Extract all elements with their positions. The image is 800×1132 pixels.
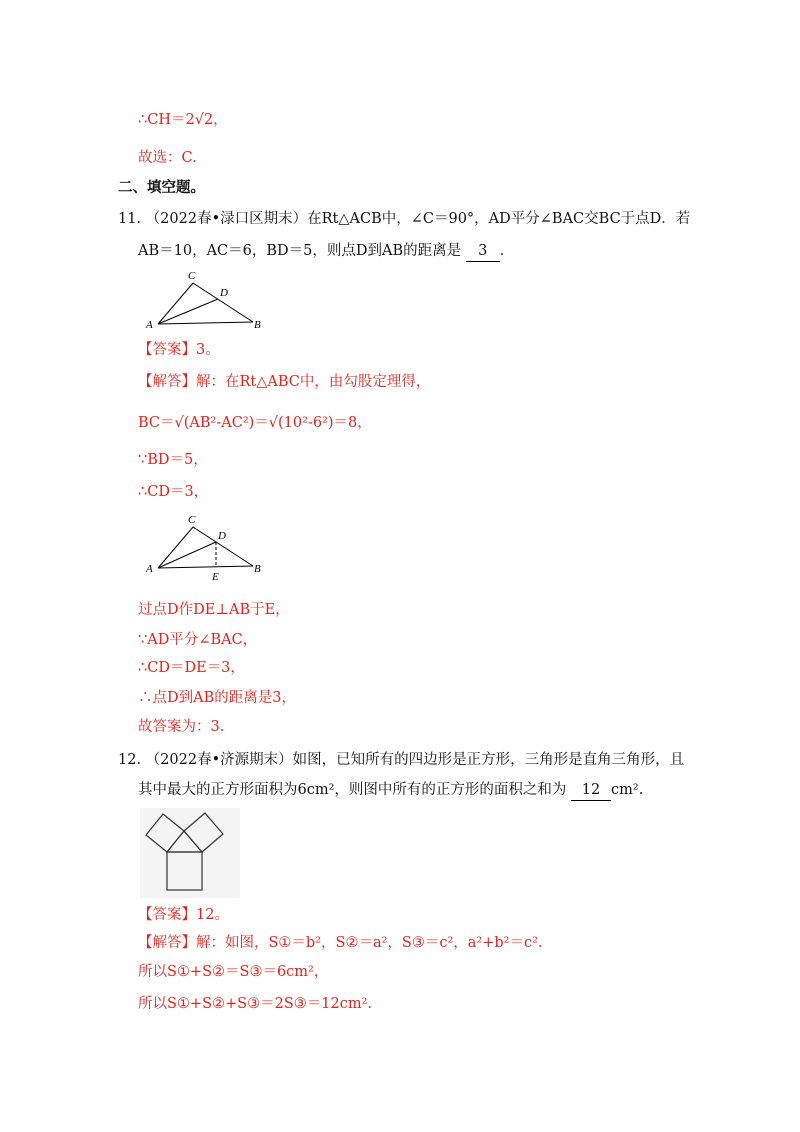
- q11-fig1-label-d: D: [220, 287, 228, 299]
- q11-analysis-line3: ∵BD＝5，: [138, 452, 208, 468]
- q12-number: 12.: [118, 752, 142, 768]
- q11-answer-tag: 【答案】: [138, 342, 196, 358]
- q11-triangle-figure: [140, 268, 270, 330]
- q11-fig1-label-a: A: [146, 319, 153, 330]
- q11-fig2-label-c: C: [188, 514, 196, 526]
- q11-analysis-line7: ∴CD＝DE＝3，: [138, 660, 245, 676]
- sol10-line1: ∴CH＝2√2，: [138, 112, 228, 128]
- q11-analysis-line5: 过点D作DE⊥AB于E，: [138, 602, 290, 618]
- q11-stem-line1: [118, 209, 690, 229]
- q11-solution-figure: [140, 512, 270, 584]
- q11-analysis-text1: 解：在Rt△ABC中，由勾股定理得，: [196, 374, 431, 390]
- q11-stem-line2: [138, 241, 514, 262]
- q11-fig2-side-ab: [158, 566, 253, 568]
- q11-fig1-label-b: B: [254, 319, 261, 330]
- q11-analysis-line2: BC＝√(AB²-AC²)＝√(10²-6²)＝8，: [138, 415, 372, 431]
- q11-fig1-label-c: C: [188, 270, 196, 282]
- q11-answer: [138, 340, 220, 360]
- q11-analysis-line1: [138, 372, 430, 392]
- q11-fig1-side-ab: [158, 322, 253, 324]
- q11-fig1-side-ac: [158, 283, 193, 324]
- sol10-line2: 故选：C.: [138, 150, 197, 166]
- section-title: 二、填空题。: [118, 179, 205, 196]
- q11-fig2-bisector-ad: [158, 542, 216, 568]
- q11-answer-value: 3。: [196, 342, 220, 358]
- q11-fig2-label-d: D: [218, 530, 226, 542]
- q11-stem-text2: AB＝10，AC＝6，BD＝5，则点D到AB的距离是: [138, 243, 462, 259]
- q12-analysis-tag: 【解答】: [138, 935, 196, 951]
- q12-unit: cm².: [611, 782, 644, 798]
- q11-analysis-line6: ∵AD平分∠BAC，: [138, 632, 258, 648]
- q11-analysis-line9: 故答案为：3.: [138, 719, 225, 735]
- q11-analysis-line8: ∴点D到AB的距离是3，: [138, 690, 296, 706]
- q11-fig1-bisector-ad: [158, 299, 218, 324]
- q11-fig2-label-e: E: [212, 571, 219, 583]
- q11-fig2-label-b: B: [254, 563, 261, 575]
- q12-answer-tag: 【答案】: [138, 907, 196, 923]
- q11-answer-blank: 3: [466, 241, 500, 262]
- q11-number: 11.: [118, 211, 142, 227]
- q11-fig2-label-a: A: [146, 563, 153, 575]
- q12-answer: [138, 905, 229, 925]
- q12-answer-blank: 12: [571, 780, 611, 801]
- q12-stem-text1: （2022春•济源期末）如图，已知所有的四边形是正方形，三角形是直角三角形，且: [145, 752, 685, 768]
- q11-stem-end: ．: [499, 243, 515, 259]
- q12-figure-background: [140, 808, 240, 898]
- q12-squares-figure: [140, 808, 240, 898]
- q11-fig2-side-ac: [158, 527, 193, 568]
- q11-stem-text1: （2022春•渌口区期末）在Rt△ACB中，∠C＝90°，AD平分∠BAC交BC于点D．若: [145, 211, 691, 227]
- q12-analysis-line3: 所以S①+S②+S③＝2S③＝12cm².: [138, 996, 372, 1012]
- q12-answer-value: 12。: [196, 907, 229, 923]
- q12-analysis-text1: 解：如图，S①＝b²，S②＝a²，S③＝c²，a²+b²＝c².: [196, 935, 543, 951]
- q11-analysis-line4: ∴CD＝3，: [138, 484, 209, 500]
- q11-analysis-tag: 【解答】: [138, 374, 196, 390]
- q12-analysis-line1: [138, 933, 543, 953]
- q12-stem-line2: [138, 780, 643, 801]
- q12-analysis-line2: 所以S①+S②＝S③＝6cm²，: [138, 964, 329, 980]
- q12-stem-text2: 其中最大的正方形面积为6cm²，则图中所有的正方形的面积之和为: [138, 782, 567, 798]
- q12-stem-line1: [118, 750, 684, 770]
